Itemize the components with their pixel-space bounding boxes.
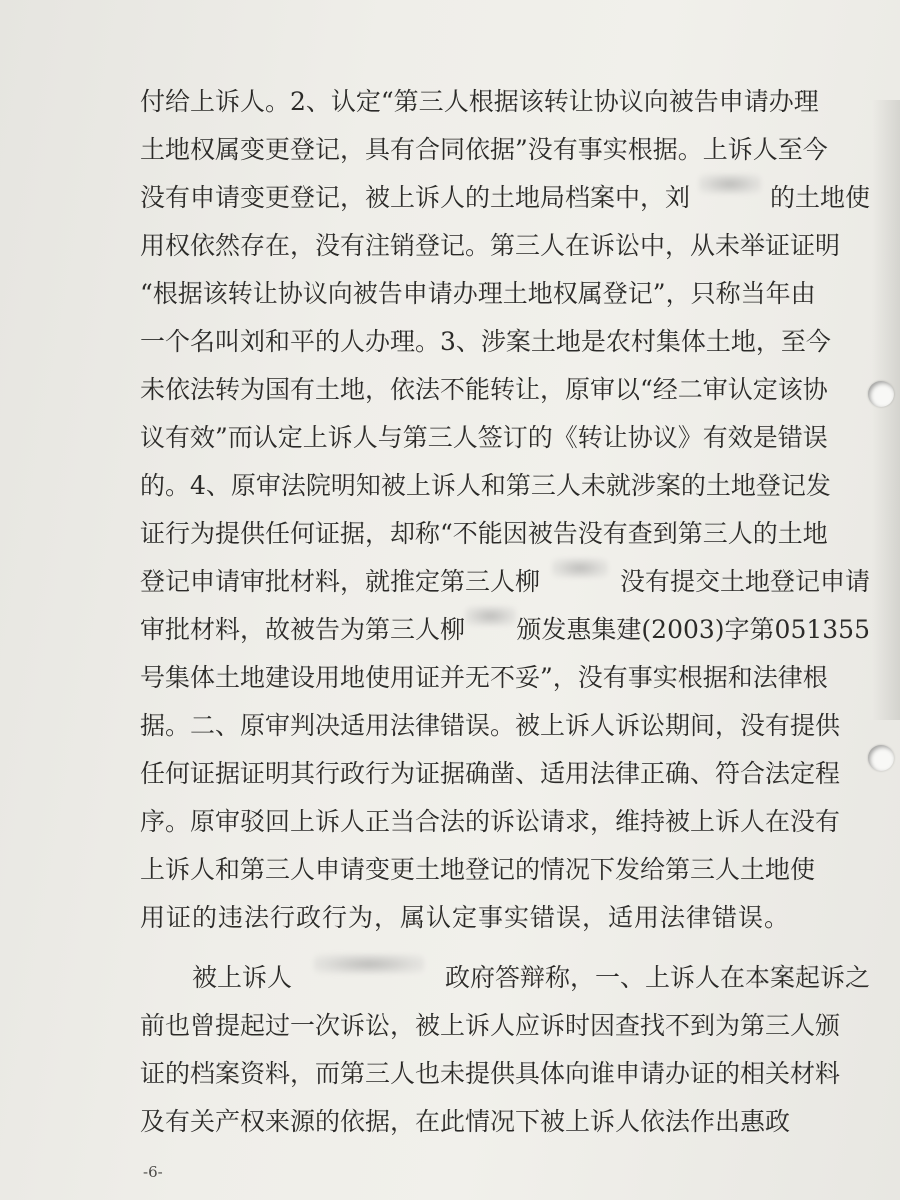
text-line-13: 号集体土地建设用地使用证并无不妥”，没有事实根据和法律根 bbox=[140, 663, 828, 692]
text-line-19 bbox=[140, 954, 870, 1002]
text-line-11-part-2: 没有提交土地登记申请 bbox=[619, 567, 870, 596]
document-body bbox=[140, 78, 870, 1146]
text-line-6: 一个名叫刘和平的人办理。3、涉案土地是农村集体土地，至今 bbox=[140, 327, 831, 356]
text-line-11-part-1: 登记申请审批材料，就推定第三人柳 bbox=[140, 567, 541, 596]
text-line-17: 上诉人和第三人申请变更土地登记的情况下发给第三人土地使 bbox=[140, 855, 816, 884]
text-line-5: “根据该转让协议向被告申请办理土地权属登记”，只称当年由 bbox=[140, 279, 816, 308]
text-line-20: 前也曾提起过一次诉讼，被上诉人应诉时因查找不到为第三人颁 bbox=[140, 1011, 841, 1040]
page-number: -6- bbox=[143, 1163, 163, 1181]
show-through-shadow bbox=[872, 100, 900, 720]
text-line-12-part-1: 审批材料，故被告为第三人柳 bbox=[140, 615, 466, 644]
text-line-12 bbox=[140, 606, 870, 654]
text-line-4: 用权依然存在，没有注销登记。第三人在诉讼中，从未举证证明 bbox=[140, 231, 841, 260]
redacted-name bbox=[314, 954, 424, 974]
text-line-16: 序。原审驳回上诉人正当合法的诉讼请求，维持被上诉人在没有 bbox=[140, 807, 841, 836]
redacted-name bbox=[552, 558, 608, 578]
text-line-14: 据。二、原审判决适用法律错误。被上诉人诉讼期间，没有提供 bbox=[140, 711, 841, 740]
text-line-18: 用证的违法行政行为，属认定事实错误，适用法律错误。 bbox=[140, 903, 791, 932]
text-line-2: 土地权属变更登记，具有合同依据”没有事实根据。上诉人至今 bbox=[140, 135, 828, 164]
text-line-12-part-2: 颁发惠集建(2003)字第051355 bbox=[516, 615, 870, 644]
text-line-11 bbox=[140, 558, 870, 606]
redacted-name bbox=[465, 606, 516, 626]
text-line-21: 证的档案资料，而第三人也未提供具体向谁申请办证的相关材料 bbox=[140, 1059, 841, 1088]
text-line-8: 议有效”而认定上诉人与第三人签订的《转让协议》有效是错误 bbox=[140, 423, 828, 452]
text-line-19-part-1: 被上诉人 bbox=[192, 963, 293, 992]
text-line-9: 的。4、原审法院明知被上诉人和第三人未就涉案的土地登记发 bbox=[140, 471, 831, 500]
redacted-name bbox=[699, 174, 761, 194]
text-line-1: 付给上诉人。2、认定“第三人根据该转让协议向被告申请办理 bbox=[140, 87, 819, 116]
text-line-22: 及有关产权来源的依据，在此情况下被上诉人依法作出惠政 bbox=[140, 1107, 791, 1136]
text-line-10: 证行为提供任何证据，却称“不能因被告没有查到第三人的土地 bbox=[140, 519, 828, 548]
text-line-3-part-1: 没有申请变更登记，被上诉人的土地局档案中，刘 bbox=[140, 183, 691, 212]
text-line-19-part-2: 政府答辩称，一、上诉人在本案起诉之 bbox=[444, 963, 870, 992]
punch-hole-bottom bbox=[868, 745, 894, 771]
text-line-3-part-2: 的土地使 bbox=[769, 183, 870, 212]
text-line-15: 任何证据证明其行政行为证据确凿、适用法律正确、符合法定程 bbox=[140, 759, 841, 788]
text-line-3 bbox=[140, 174, 870, 222]
text-line-7: 未依法转为国有土地，依法不能转让，原审以“经二审认定该协 bbox=[140, 375, 828, 404]
punch-hole-top bbox=[868, 381, 894, 407]
